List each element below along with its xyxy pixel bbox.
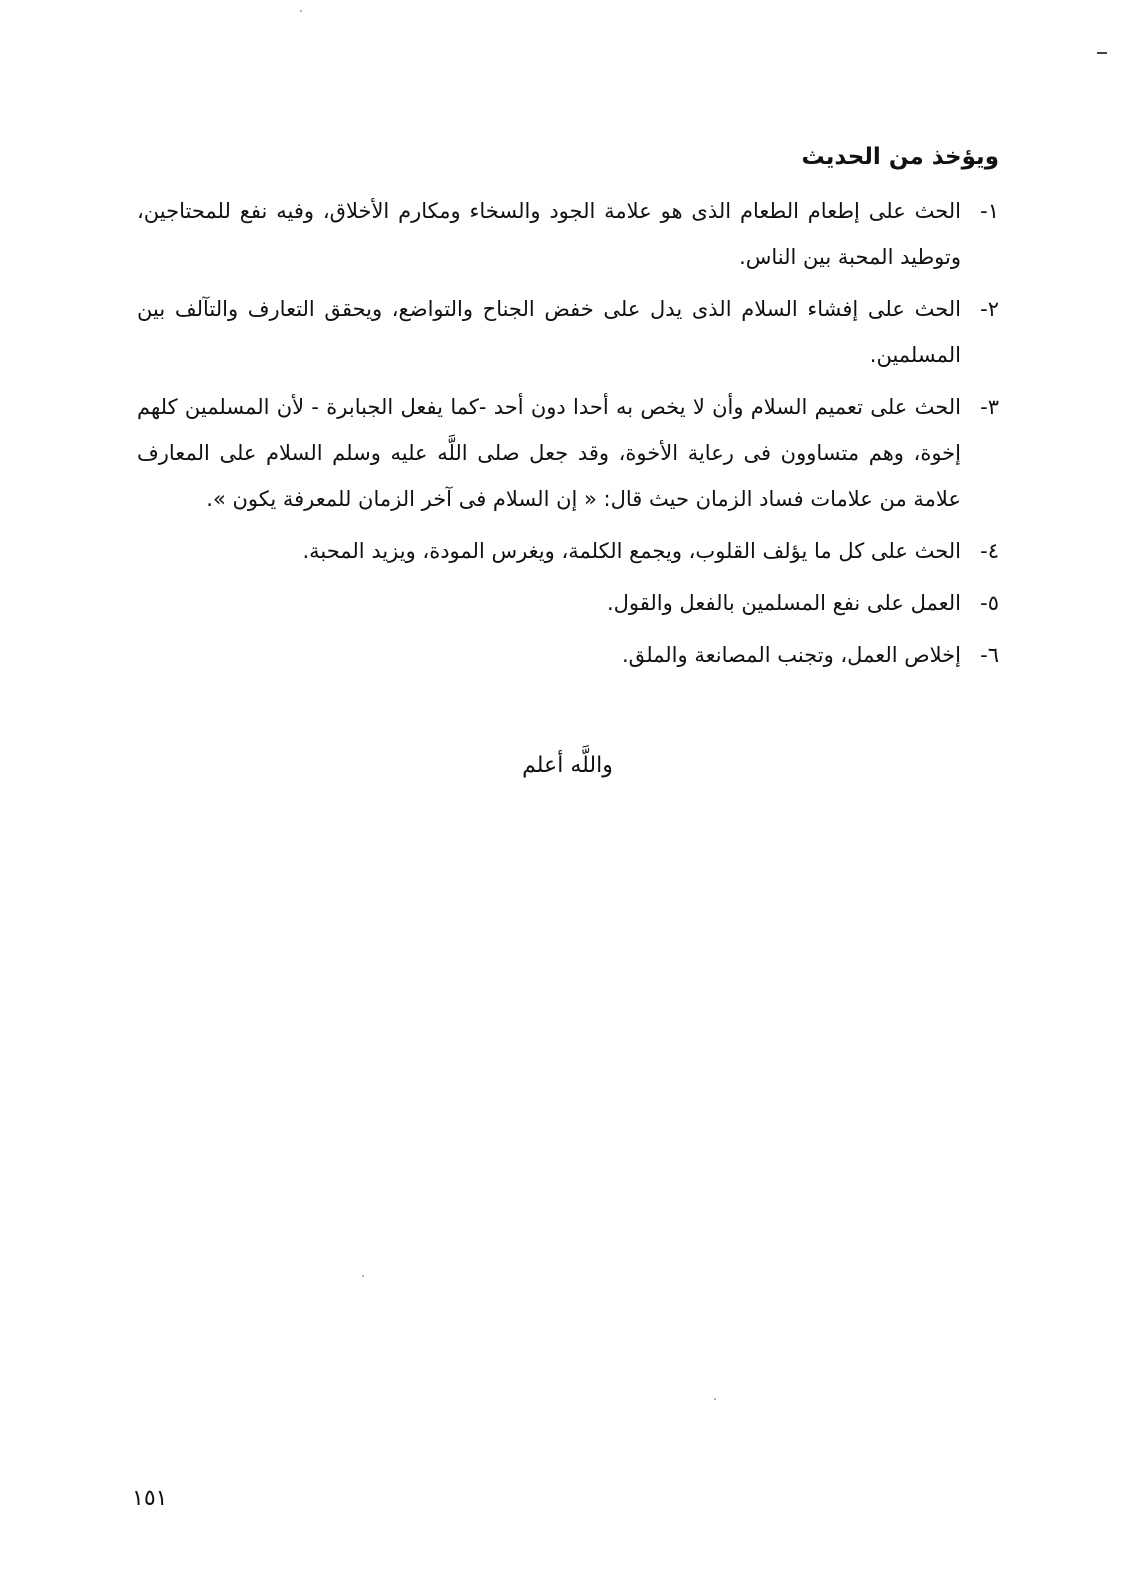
list-item [137, 580, 999, 626]
scan-speck [714, 1398, 716, 1400]
item-number: ١- [980, 199, 999, 223]
item-number: ٢- [980, 297, 999, 321]
section-heading: ويؤخذ من الحديث [801, 144, 999, 170]
item-text: الحث على كل ما يؤلف القلوب، ويجمع الكلمة، ويغرس المودة، ويزيد المحبة. [302, 539, 961, 563]
item-number: ٦- [980, 643, 999, 667]
item-number: ٤- [980, 539, 999, 563]
scan-speck [362, 1275, 364, 1277]
item-text: إخلاص العمل، وتجنب المصانعة والملق. [622, 643, 961, 667]
item-text: الحث على إطعام الطعام الذى هو علامة الجود والسخاء ومكارم الأخلاق، وفيه نفع للمحتاجين، وتوطيد المحبة بين الناس. [137, 199, 961, 269]
item-text: الحث على إفشاء السلام الذى يدل على خفض الجناح والتواضع، ويحقق التعارف والتآلف بين المسلمين. [137, 297, 961, 367]
item-text: العمل على نفع المسلمين بالفعل والقول. [606, 591, 961, 615]
item-number: ٥- [980, 591, 999, 615]
scan-mark [1097, 52, 1107, 54]
item-text: الحث على تعميم السلام وأن لا يخص به أحدا دون أحد -كما يفعل الجبابرة - لأن المسلمين كلهم إخوة، وهم متساوون فى رعاية الأخوة، وقد جعل صلى اللَّه عليه وسلم السلام على المعارف علامة من علامات فساد الزمان حيث قال: « إن السلام فى آخر الزمان للمعرفة يكون ». [137, 395, 961, 511]
item-number: ٣- [980, 395, 999, 419]
list-item [137, 286, 999, 378]
scan-speck [300, 10, 302, 12]
list-item [137, 528, 999, 574]
list-item [137, 384, 999, 522]
points-list [137, 188, 999, 684]
page-number: ١٥١ [132, 1486, 168, 1511]
closing-phrase: واللَّه أعلم [522, 753, 613, 778]
list-item [137, 188, 999, 280]
list-item [137, 632, 999, 678]
